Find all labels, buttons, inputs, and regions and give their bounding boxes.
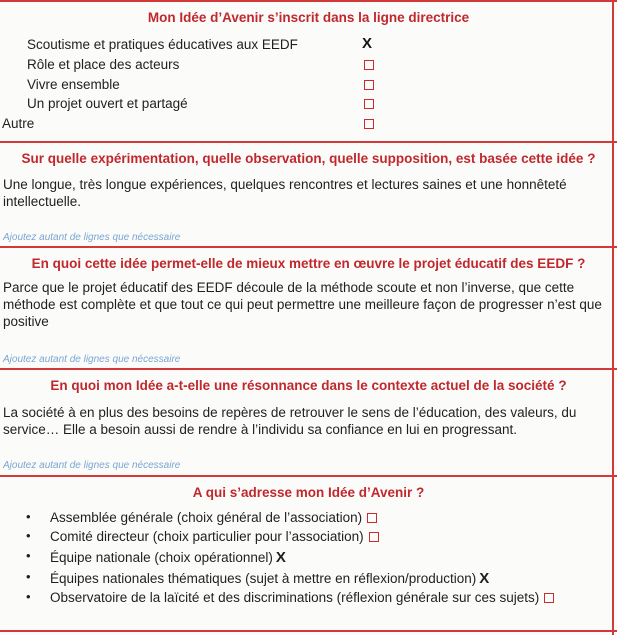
audience-item <box>50 529 379 544</box>
add-lines-hint: Ajoutez autant de lignes que nécessaire <box>3 232 181 243</box>
add-lines-hint: Ajoutez autant de lignes que nécessaire <box>3 354 181 365</box>
divider <box>0 141 617 143</box>
audience-item <box>50 510 377 525</box>
answer-text[interactable]: Une longue, très longue expériences, quelques rencontres et lectures saines et une honnêteté intellectuelle. <box>3 177 567 209</box>
section-title-destinataires: A qui s’adresse mon Idée d’Avenir ? <box>192 485 425 500</box>
add-lines-hint: Ajoutez autant de lignes que nécessaire <box>3 460 181 471</box>
checked-mark[interactable]: X <box>275 549 286 566</box>
audience-label: Équipes nationales thématiques (sujet à mettre en réflexion/production) <box>50 571 477 586</box>
option-label: Scoutisme et pratiques éducatives aux EEDF <box>27 37 298 52</box>
divider <box>0 0 617 2</box>
checkbox[interactable] <box>364 119 374 129</box>
checkbox[interactable] <box>364 80 374 90</box>
option-label: Rôle et place des acteurs <box>27 57 180 72</box>
audience-label: Comité directeur (choix particulier pour l’association) <box>50 529 364 544</box>
section-title-resonance: En quoi mon Idée a-t-elle une résonnance dans le contexte actuel de la société ? <box>50 378 567 393</box>
section-title-experimentation: Sur quelle expérimentation, quelle observation, quelle supposition, est basée cette idée ? <box>21 151 596 166</box>
checkbox[interactable] <box>364 60 374 70</box>
divider <box>0 246 617 248</box>
frame-right-border <box>612 0 614 635</box>
bullet: • <box>26 569 31 584</box>
option-label: Vivre ensemble <box>27 77 120 92</box>
answer-text[interactable]: Parce que le projet éducatif des EEDF découle de la méthode scoute et non l’inverse, que cette méthode est complète et que tout ce qui peut permettre une meilleure façon de progresser n’est que positive <box>3 280 602 329</box>
audience-label: Équipe nationale (choix opérationnel) <box>50 550 273 565</box>
audience-item <box>50 549 286 566</box>
divider <box>0 368 617 370</box>
option-label: Un projet ouvert et partagé <box>27 96 188 111</box>
section-title-projet-educatif: En quoi cette idée permet-elle de mieux mettre en œuvre le projet éducatif des EEDF ? <box>31 256 586 271</box>
audience-item <box>50 590 554 605</box>
audience-item <box>50 570 489 587</box>
divider <box>0 630 617 632</box>
option-label: Autre <box>2 116 35 131</box>
bullet: • <box>26 509 31 524</box>
divider <box>0 475 617 477</box>
answer-text[interactable]: La société à en plus des besoins de repères de retrouver le sens de l’éducation, des valeurs, du service… Elle a besoin aussi de rendre à l’individu sa confiance en lui en progressant. <box>3 405 577 437</box>
checkbox[interactable] <box>364 99 374 109</box>
section-title-ligne-directrice: Mon Idée d’Avenir s’inscrit dans la ligne directrice <box>147 10 470 25</box>
checkbox[interactable] <box>369 532 379 542</box>
checked-mark[interactable]: X <box>362 35 373 52</box>
checked-mark[interactable]: X <box>479 570 490 587</box>
checkbox[interactable] <box>367 513 377 523</box>
checkbox[interactable] <box>544 593 554 603</box>
bullet: • <box>26 548 31 563</box>
audience-label: Assemblée générale (choix général de l’association) <box>50 510 363 525</box>
bullet: • <box>26 589 31 604</box>
bullet: • <box>26 528 31 543</box>
audience-label: Observatoire de la laïcité et des discriminations (réflexion générale sur ces sujets) <box>50 590 540 605</box>
